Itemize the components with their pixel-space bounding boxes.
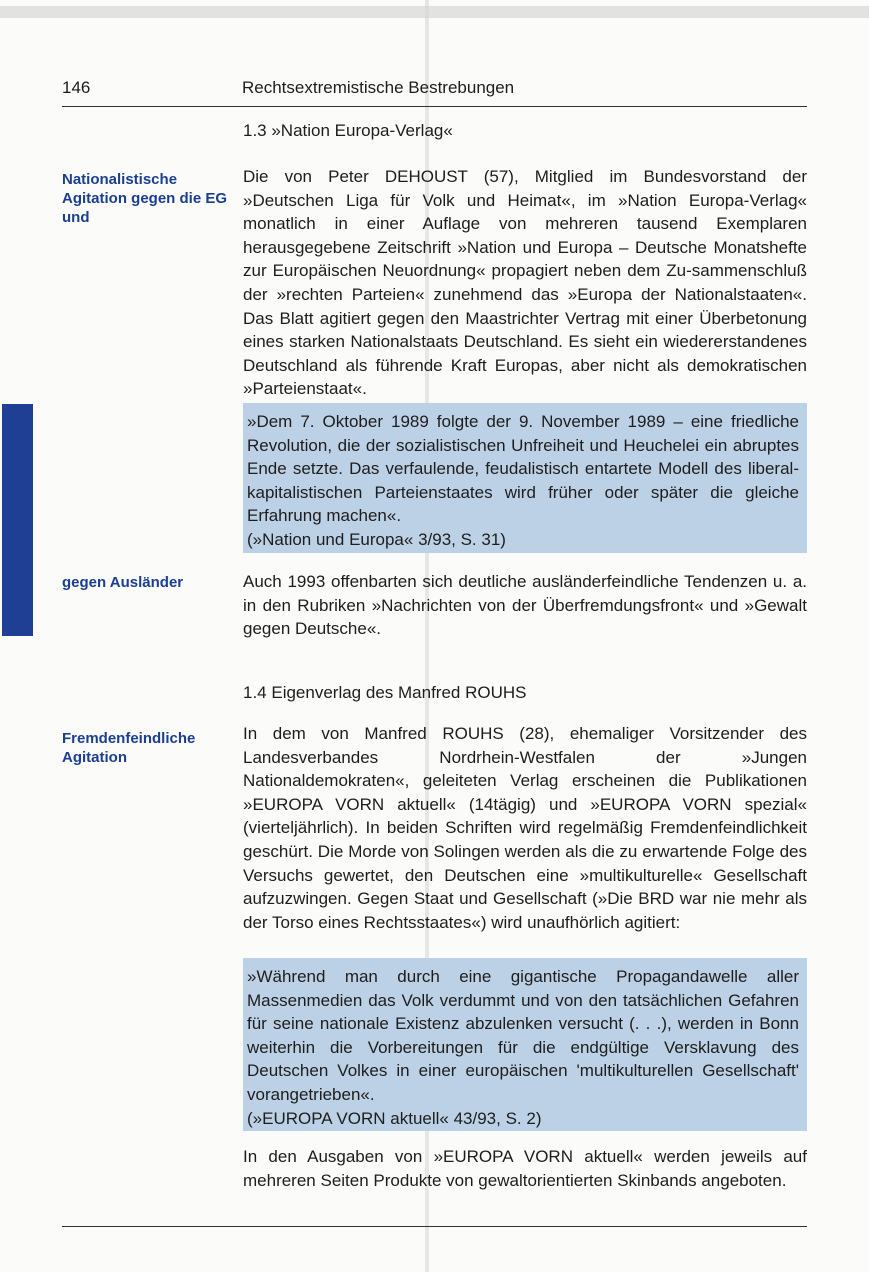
section-1-3-paragraph-2: Auch 1993 offenbarten sich deutliche ausländerfeindliche Tendenzen u. a. in den Rubriken »Nachrichten von der Überfremdungsfront« und »Gewalt gegen Deutsche«. <box>243 572 807 639</box>
quote-text: »Während man durch eine gigantische Propagandawelle aller Massenmedien das Volk verdummt und von den tatsächlichen Gefahren für seine nationale Existenz abzulenken versucht (. . .), werden in Bonn weiterhin die Vorbereitungen für die endgültige Versklavung des Deutschen Volkes in einer europäischen 'multikulturellen Gesellschaft' vorangetrieben«. <box>247 967 799 1104</box>
page-header <box>62 78 807 100</box>
top-scan-band <box>0 6 869 18</box>
section-heading-1-4: 1.4 Eigenverlag des Manfred ROUHS <box>243 683 527 702</box>
quote-block-europa-vorn <box>243 958 807 1131</box>
quote-text: »Dem 7. Oktober 1989 folgte der 9. November 1989 – eine friedliche Revolution, die der sozialistischen Unfreiheit und Heuchelei ein abruptes Ende setzte. Das verfaulende, feudalistisch entartete Modell des liberal-kapitalistischen Parteienstaates wird früher oder später die gleiche Erfahrung machen«. <box>247 412 799 526</box>
sidenote-agitation-eg: Nationalistische Agitation gegen die EG und <box>62 171 228 226</box>
quote-source: (»Nation und Europa« 3/93, S. 31) <box>247 529 506 549</box>
sidenote-auslaender: gegen Ausländer <box>62 574 184 591</box>
footer-rule <box>62 1226 807 1227</box>
quote-block-nation-europa <box>243 403 807 553</box>
chapter-edge-marker <box>2 404 33 636</box>
section-1-4-paragraph-1: In dem von Manfred ROUHS (28), ehemaliger Vorsitzender des Landesverbandes Nordrhein-Westfalen der »Jungen Nationaldemokraten«, geleiteten Verlag erscheinen die Publikationen »EUROPA VORN aktuell« (14tägig) und »EUROPA VORN spezial« (vierteljährlich). In beiden Schriften wird regelmäßig Fremdenfeindlichkeit geschürt. Die Morde von Solingen werden als die zu erwartende Folge des Versuchs gewertet, den Deutschen eine »multikulturelle« Gesellschaft aufzuzwingen. Gegen Staat und Gesellschaft (»Die BRD war nie mehr als der Torso eines Rechtsstaates«) wird unaufhörlich agitiert: <box>243 724 807 932</box>
header-rule <box>62 106 807 107</box>
running-title: Rechtsextremistische Bestrebungen <box>242 78 515 97</box>
section-1-3-paragraph-1: Die von Peter DEHOUST (57), Mitglied im Bundesvorstand der »Deutschen Liga für Volk und Heimat«, im »Nation Europa-Verlag« monatlich in einer Auflage von mehreren tausend Exemplaren herausgegebene Zeitschrift »Nation und Europa – Deutsche Monatshefte zur Europäischen Neuordnung« propagiert neben dem Zu-sammenschluß der »rechten Parteien« zunehmend das »Europa der Nationalstaaten«. Das Blatt agitiert gegen den Maastrichter Vertrag mit einer Überbetonung eines starken Nationalstaats Deutschland. Es sieht ein wiedererstandenes Deutschland als führende Kraft Europas, aber nicht als demokratischen »Parteienstaat«. <box>243 167 807 399</box>
sidenote-fremdenfeindlich: Fremdenfeindliche Agitation <box>62 730 196 766</box>
section-heading-1-3: 1.3 »Nation Europa-Verlag« <box>243 121 453 140</box>
section-1-4-paragraph-2: In den Ausgaben von »EUROPA VORN aktuell« werden jeweils auf mehreren Seiten Produkte von gewaltorientierten Skinbands angeboten. <box>243 1147 807 1190</box>
page-number: 146 <box>62 78 91 97</box>
quote-source: (»EUROPA VORN aktuell« 43/93, S. 2) <box>247 1108 542 1128</box>
